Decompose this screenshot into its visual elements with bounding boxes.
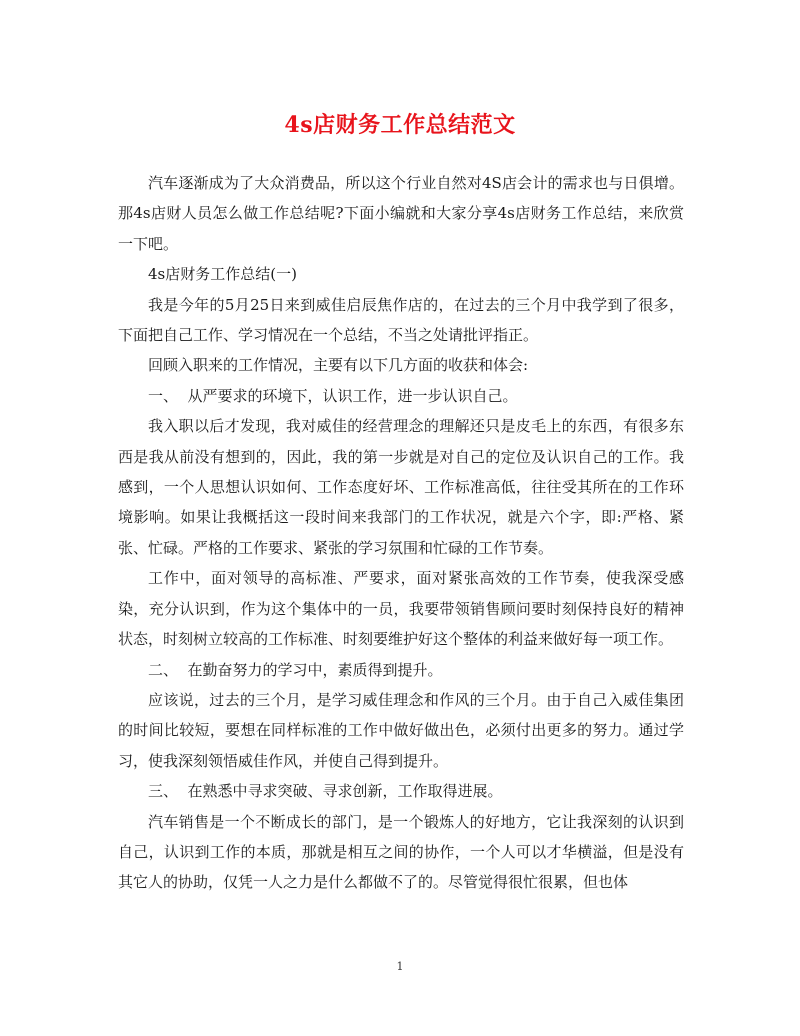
subsection-heading-1: 一、 从严要求的环境下，认识工作，进一步认识自己。 — [148, 386, 518, 405]
body-paragraph: 应该说，过去的三个月，是学习威佳理念和作风的三个月。由于自己入威佳集团的时间比较短，要想在同样标准的工作中做好做出色，必须付出更多的努力。通过学习，使我深刻领悟威佳作风，并使自己得到提升。 — [118, 690, 684, 770]
body-paragraph: 回顾入职来的工作情况，主要有以下几方面的收获和体会: — [148, 356, 529, 375]
document-title: 4s店财务工作总结范文 — [284, 112, 516, 138]
body-paragraph: 我入职以后才发现，我对威佳的经营理念的理解还只是皮毛上的东西，有很多东西是我从前没有想到的，因此，我的第一步就是对自己的定位及认识自己的工作。我感到，一个人思想认识如何、工作态度好坏、工作标准高低，往往受其所在的工作环境影响。如果让我概括这一段时间来我部门的工作状况，就是六个字，即:严格、紧张、忙碌。严格的工作要求、紧张的学习氛围和忙碌的工作节奏。 — [118, 417, 684, 557]
subsection-heading-2: 二、 在勤奋努力的学习中，素质得到提升。 — [148, 660, 443, 679]
document-body — [118, 168, 684, 898]
section-heading: 4s店财务工作总结(一) — [148, 265, 297, 284]
subsection-heading-3: 三、 在熟悉中寻求突破、寻求创新，工作取得进展。 — [148, 782, 503, 801]
intro-paragraph: 汽车逐渐成为了大众消费品，所以这个行业自然对4S店会计的需求也与日俱增。那4s店财人员怎么做工作总结呢?下面小编就和大家分享4s店财务工作总结，来欣赏一下吧。 — [118, 174, 684, 253]
page-number: 1 — [396, 960, 404, 973]
body-paragraph: 我是今年的5月25日来到威佳启辰焦作店的，在过去的三个月中我学到了很多，下面把自己工作、学习情况在一个总结，不当之处请批评指正。 — [118, 295, 684, 345]
body-paragraph: 工作中，面对领导的高标准、严要求，面对紧张高效的工作节奏，使我深受感染，充分认识到，作为这个集体中的一员，我要带领销售顾问要时刻保持良好的精神状态，时刻树立较高的工作标准、时刻要维护好这个整体的利益来做好每一项工作。 — [118, 569, 684, 649]
body-paragraph: 汽车销售是一个不断成长的部门，是一个锻炼人的好地方，它让我深刻的认识到自己，认识到工作的本质，那就是相互之间的协作，一个人可以才华横溢，但是没有其它人的协助，仅凭一人之力是什么都做不了的。尽管觉得很忙很累，但也体 — [118, 812, 684, 892]
